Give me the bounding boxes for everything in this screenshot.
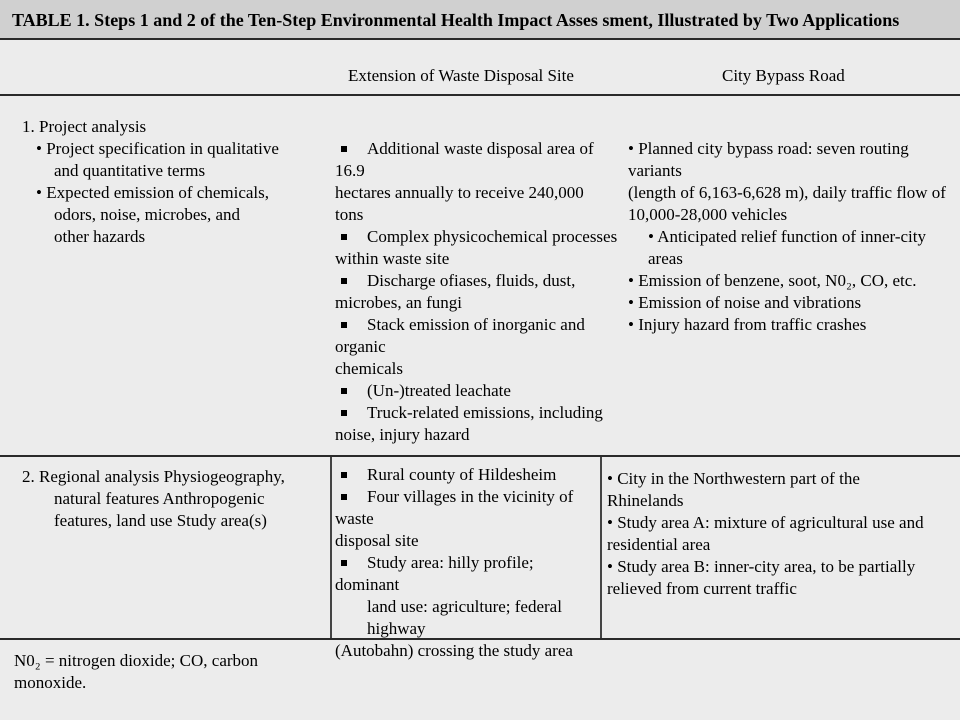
row2-waste-list: Rural county of Hildesheim Four villages in the vicinity of waste disposal site Study area: hilly profile; dominant land use: agriculture; federal highway (Autobahn) crossing the study area (335, 465, 574, 660)
column-header-waste: Extension of Waste Disposal Site (348, 66, 574, 85)
row1-waste-list: Additional waste disposal area of 16.9 hectares annually to receive 240,000 tons Complex physicochemical processes within waste site Discharge ofiases, fluids, dust, microbes, an fungi Stack emission of inorganic and organic chemicals (Un-)treated leachate Truck-related emissions, including noise, injury hazard (335, 139, 618, 444)
column-divider (600, 455, 602, 638)
row2-label: 2. Regional analysis Physiogeography, natural features Anthropogenic features, land use Study area(s) (22, 467, 285, 530)
row-divider (0, 455, 960, 457)
footnote: N0₂ = nitrogen dioxide; CO, carbon monoxide. (14, 651, 259, 692)
row2-bypass-list: • City in the Northwestern part of the Rhinelands • Study area A: mixture of agricultural use and residential area • Study area B: inner-city area, to be partially relieved from current traffic (607, 469, 924, 598)
table-title: TABLE 1. Steps 1 and 2 of the Ten-Step Environmental Health Impact Asses sment, Illustrated by Two Applications (0, 0, 960, 40)
column-header-bypass: City Bypass Road (722, 66, 845, 85)
column-divider (330, 455, 332, 638)
column-header-row (0, 40, 960, 96)
row1-bypass-list: • Planned city bypass road: seven routing variants (length of 6,163-6,628 m), daily traffic flow of 10,000-28,000 vehicles • Anticipated relief function of inner-city areas • Emission of benzene, soot, N0₂, CO, etc. • Emission of noise and vibrations • Injury hazard from traffic crashes (628, 139, 946, 334)
row1-label: 1. Project analysis • Project specification in qualitative and quantitative terms • Expected emission of chemicals, odors, noise, microbes, and other hazards (22, 117, 279, 246)
footnote-divider (0, 638, 960, 640)
